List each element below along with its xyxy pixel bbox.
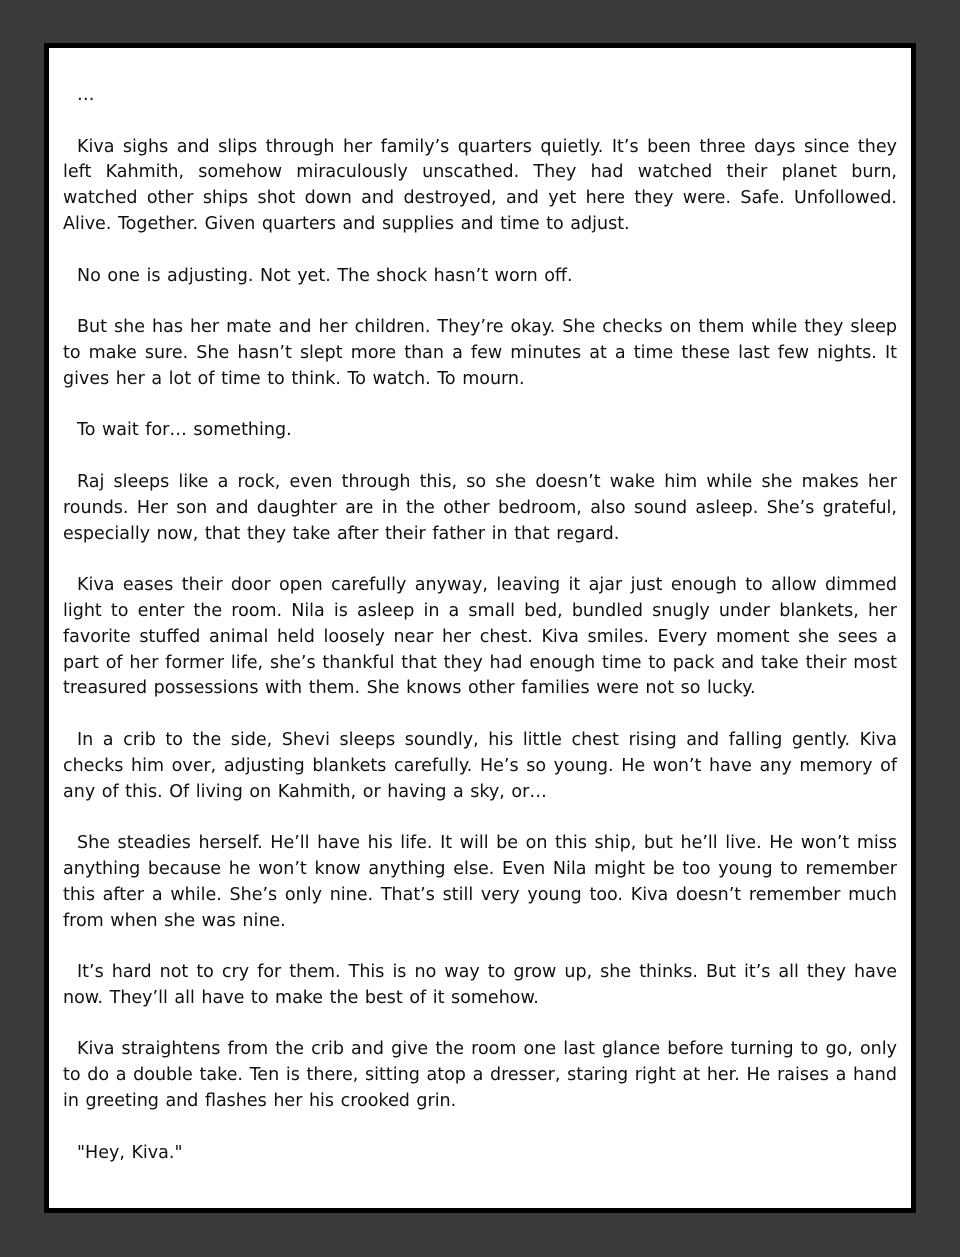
paragraph-kiva-eases-door: Kiva eases their door open carefully anyway, leaving it ajar just enough to allow dimmed light to enter the room. Nila is asleep in a small bed, bundled snugly under blankets, her favorite stuffed animal held loosely near her chest. Kiva smiles. Every moment she sees a part of her former life, she’s thankful that they had enough time to pack and take their most treasured possessions with them. She knows other families were not so lucky. [63,575,897,699]
paragraph-crib-shevi: In a crib to the side, Shevi sleeps soundly, his little chest rising and falling gently. Kiva checks him over, adjusting blankets carefully. He’s so young. He won’t have any memory of any of this. Of living on Kahmith, or having a sky, or… [63,729,897,802]
paragraph-mate-and-children: But she has her mate and her children. They’re okay. She checks on them while they sleep to make sure. She hasn’t slept more than a few minutes at a time these last few nights. It gives her a lot of time to think. To watch. To mourn. [63,317,897,389]
paragraph-double-take: Kiva straightens from the crib and give the room one last glance before turning to go, only to do a double take. Ten is there, sitting atop a dresser, staring right at her. He raises a hand in greeting and flashes her his crooked grin. [63,1039,897,1112]
paragraph-no-one-adjusting: No one is adjusting. Not yet. The shock hasn’t worn off. [77,265,573,286]
comic-page [49,48,911,1208]
paragraph-she-steadies: She steadies herself. He’ll have his life. It will be on this ship, but he’ll live. He won’t miss anything because he won’t know anything else. Even Nila might be too young to remember this after a while. She’s only nine. That’s still very young too. Kiva doesn’t remember much from when she was nine. [63,833,897,931]
ellipsis-line: … [77,85,95,105]
dialogue-hey-kiva: "Hey, Kiva." [77,1142,183,1163]
paragraph-raj-sleeps: Raj sleeps like a rock, even through this, so she doesn’t wake him while she makes her rounds. Her son and daughter are in the other bedroom, also sound asleep. She’s grateful, especially now, that they take after their father in that regard. [63,471,897,544]
paragraph-wait-for: To wait for… something. [77,420,292,441]
paragraph-hard-not-to-cry: It’s hard not to cry for them. This is no way to grow up, she thinks. But it’s all they have now. They’ll all have to make the best of it somehow. [63,962,897,1008]
paragraph-kiva-sighs: Kiva sighs and slips through her family’s quarters quietly. It’s been three days since they left Kahmith, somehow miraculously unscathed. They had watched their planet burn, watched other ships shot down and destroyed, and yet here they were. Safe. Unfollowed. Alive. Together. Given quarters and supplies and time to adjust. [63,136,897,234]
